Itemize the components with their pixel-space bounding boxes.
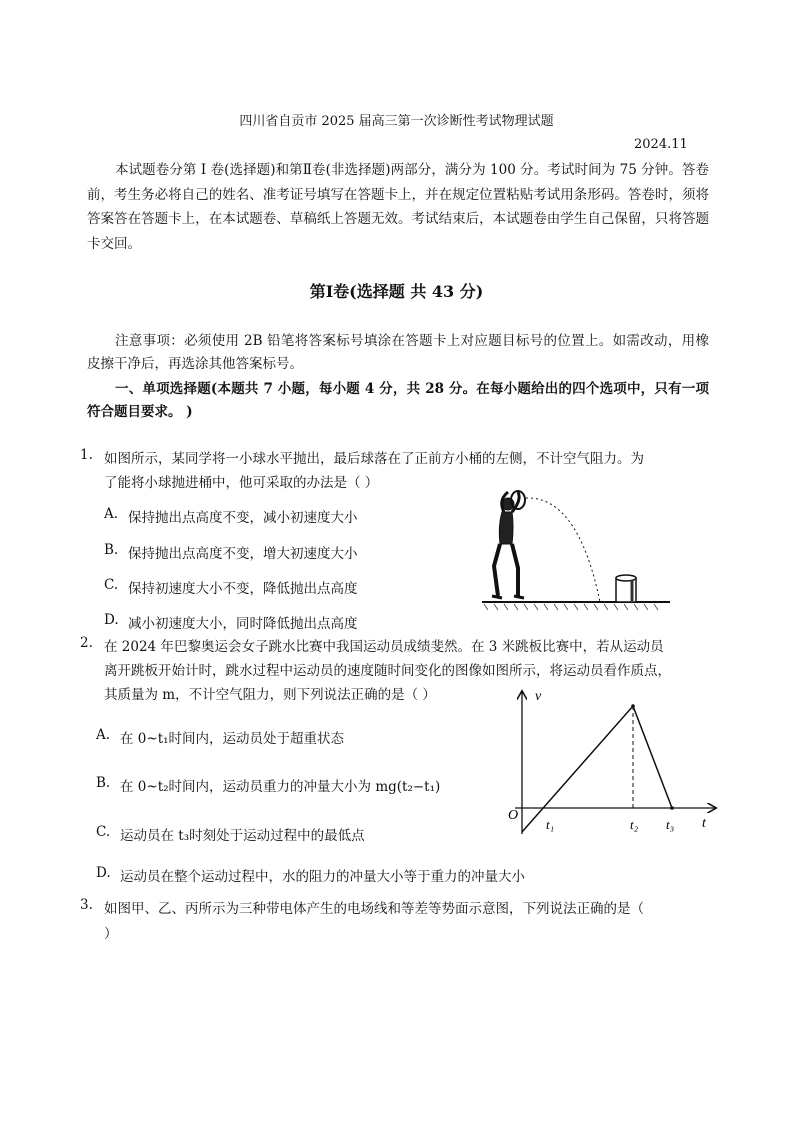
q1-option-a-text: 保持抛出点高度不变，减小初速度大小 <box>128 510 358 526</box>
thrower-figure <box>492 491 525 598</box>
q2-option-c-text: 运动员在 t₃时刻处于运动过程中的最低点 <box>120 828 365 844</box>
intro-paragraph: 本试题卷分第 I 卷(选择题)和第Ⅱ卷(非选择题)两部分，满分为 100 分。考试时间为 75 分钟。答卷前，考生务必将自己的姓名、准考证号填写在答题卡上，并在规定位置粘贴考试用条形码。答卷时，须将答案答在答题卡上，在本试题卷、草稿纸上答题无效。考试结束后，本试题卷由学生自己保留，只将答题卡交回。 <box>87 162 709 252</box>
vt-line <box>522 706 675 832</box>
question-3-stem-line2: ） <box>104 926 118 942</box>
q2-option-b-label: B. <box>96 775 111 791</box>
t3-point <box>670 806 674 810</box>
q2-option-a-label: A. <box>96 727 111 743</box>
origin-label: O <box>508 808 519 823</box>
leg-right <box>512 544 518 596</box>
x-axis-label: t <box>702 816 706 831</box>
question-1-stem-line1: 如图所示，某同学将一小球水平抛出，最后球落在了正前方小桶的左侧，不计空气阻力。为 <box>104 451 644 467</box>
question-2-stem-line3: 其质量为 m，不计空气阻力，则下列说法正确的是（ ） <box>104 687 436 703</box>
q2-option-c-label: C. <box>96 824 111 840</box>
ground-hatching <box>484 604 658 610</box>
bucket <box>616 575 636 602</box>
exam-title: 四川省自贡市 2025 届高三第一次诊断性考试物理试题 <box>239 114 554 129</box>
q1-option-a-label: A. <box>104 506 119 522</box>
t1-label: t₁ <box>546 817 555 832</box>
t2-label: t₂ <box>630 817 639 832</box>
torso <box>499 512 513 544</box>
leg-left <box>494 544 500 596</box>
question-3-number: 3. <box>80 897 93 913</box>
question-1-stem-line2: 了能将小球抛进桶中，他可采取的办法是（ ） <box>104 475 379 491</box>
question-2-stem-line1: 在 2024 年巴黎奥运会女子跳水比赛中我国运动员成绩斐然。在 3 米跳板比赛中，若从运动员 <box>104 639 664 655</box>
t3-label: t₃ <box>666 817 675 832</box>
question-3-stem-line1: 如图甲、乙、丙所示为三种带电体产生的电场线和等差等势面示意图，下列说法正确的是（ <box>104 901 644 917</box>
question-2-stem-line2: 离开跳板开始计时，跳水过程中运动员的速度随时间变化的图像如图所示，将运动员看作质点， <box>104 663 671 679</box>
q1-option-d-text: 减小初速度大小，同时降低抛出点高度 <box>128 616 358 632</box>
q2-option-b-text: 在 0~t₂时间内，运动员重力的冲量大小为 mg(t₂−t₁) <box>120 779 441 795</box>
notice-paragraph: 注意事项：必须使用 2B 铅笔将答案标号填涂在答题卡上对应题目标号的位置上。如需改动，用橡皮擦干净后，再选涂其他答案标号。 <box>87 333 709 372</box>
part-title: 一、单项选择题(本题共 7 小题，每小题 4 分，共 28 分。在每小题给出的四个选项中，只有一项符合题目要求。 ) <box>87 381 709 420</box>
q1-option-b-text: 保持抛出点高度不变，增大初速度大小 <box>128 546 358 562</box>
peak-point <box>631 704 635 708</box>
trajectory-path <box>526 498 600 602</box>
question-1-number: 1. <box>80 447 93 463</box>
feet <box>492 596 524 598</box>
section-title: 第Ⅰ卷(选择题 共 43 分) <box>309 282 484 301</box>
q2-option-a-text: 在 0~t₁时间内，运动员处于超重状态 <box>120 731 345 747</box>
figure-2-vt-graph <box>505 686 723 836</box>
q1-option-c-text: 保持初速度大小不变，降低抛出点高度 <box>128 581 358 597</box>
q2-option-d-text: 运动员在整个运动过程中，水的阻力的冲量大小等于重力的冲量大小 <box>120 869 525 885</box>
exam-date: 2024.11 <box>634 137 688 152</box>
question-2-number: 2. <box>80 635 93 651</box>
q1-option-b-label: B. <box>104 542 119 558</box>
q1-option-c-label: C. <box>104 577 119 593</box>
y-axis-label: v <box>535 689 542 704</box>
q1-option-d-label: D. <box>104 612 119 628</box>
figure-1-projectile <box>478 486 674 612</box>
q2-option-d-label: D. <box>96 865 111 881</box>
